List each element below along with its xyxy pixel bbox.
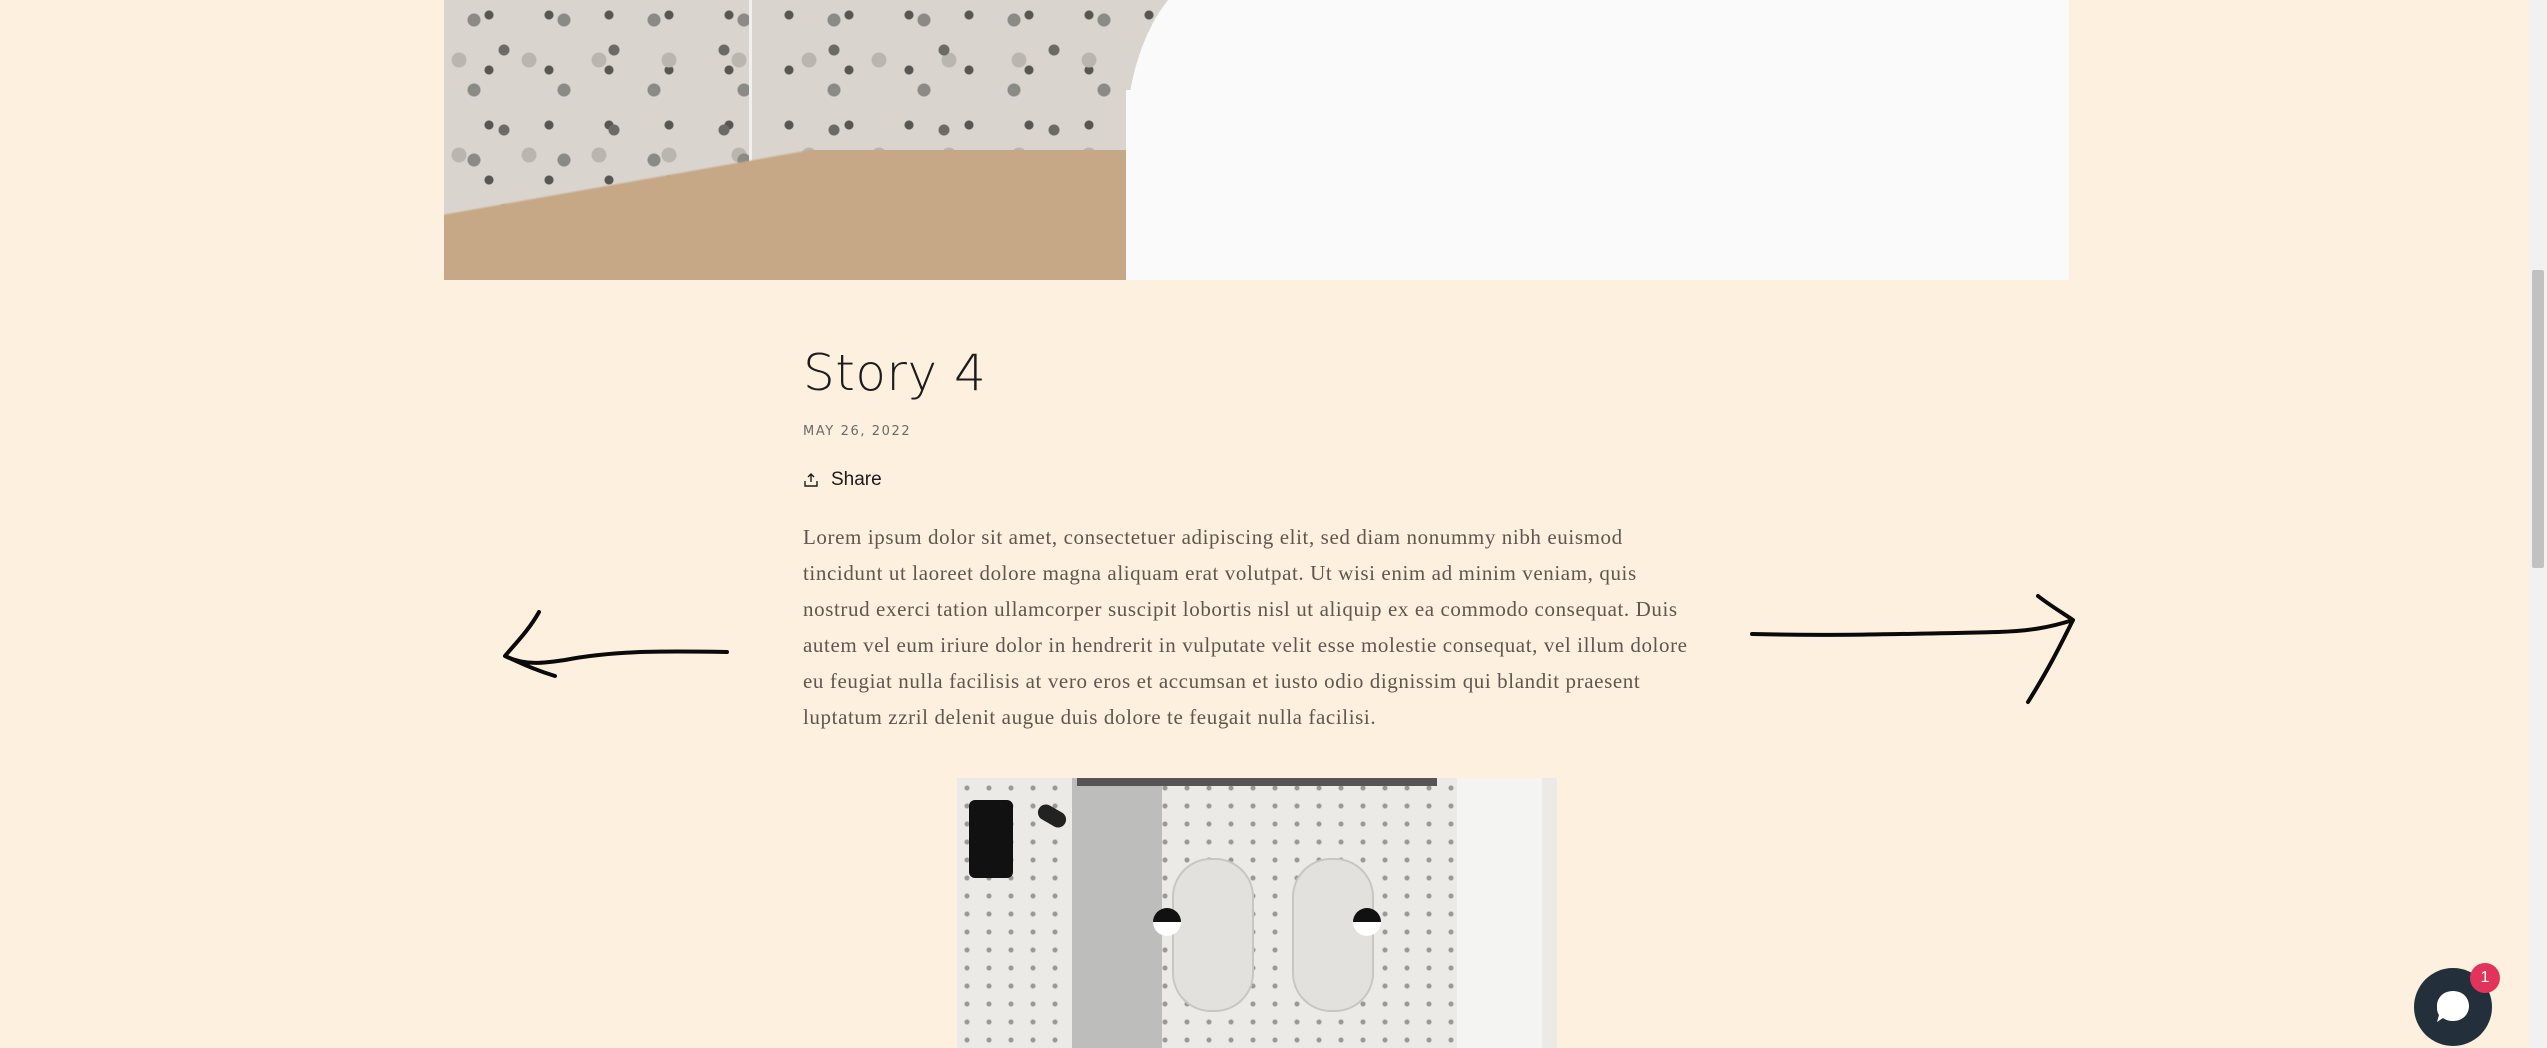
shower-head — [1035, 802, 1069, 831]
wall-panel — [1457, 778, 1542, 1048]
glass-partition — [1072, 778, 1162, 1048]
bathroom-image — [957, 778, 1557, 1048]
previous-arrow-icon[interactable] — [495, 600, 735, 690]
article — [803, 344, 1703, 735]
scrollbar-thumb[interactable] — [2532, 270, 2544, 568]
article-body — [803, 519, 1703, 735]
article-date: MAY 26, 2022 — [803, 424, 912, 439]
article-paragraph: Lorem ipsum dolor sit amet, consectetuer adipiscing elit, sed diam nonummy nibh euismod tincidunt ut laoreet dolore magna aliquam erat volutpat. Ut wisi enim ad minim veniam, quis nostrud exerci tation ullamcorper suscipit lobortis nisl ut aliquip ex ea commodo consequat. Duis autem vel eum iriure dolor in hendrerit in vulputate velit esse molestie consequat, vel illum dolore eu feugiat nulla facilisis at vero eros et accumsan et iusto odio dignissim qui blandit praesent luptatum zzril delenit augue duis dolore te feugait nulla facilisi. — [803, 525, 1688, 729]
wall-cabinet — [969, 800, 1013, 878]
ceiling-rail — [1077, 778, 1437, 786]
wood-counter — [444, 150, 1144, 280]
basin-front — [1126, 90, 2069, 280]
unread-badge: 1 — [2470, 963, 2500, 993]
wall-lamp — [1153, 908, 1181, 936]
wall-lamp — [1353, 908, 1381, 936]
chat-bubble-icon — [2433, 987, 2473, 1027]
share-button[interactable] — [803, 469, 882, 491]
share-label: Share — [831, 469, 882, 490]
next-arrow-icon[interactable] — [1748, 590, 2078, 710]
hero-image — [444, 0, 2069, 280]
mirror — [1172, 858, 1254, 1012]
scrollbar[interactable] — [2529, 0, 2547, 1048]
share-icon — [803, 472, 819, 488]
page-title: Story 4 — [803, 344, 987, 402]
